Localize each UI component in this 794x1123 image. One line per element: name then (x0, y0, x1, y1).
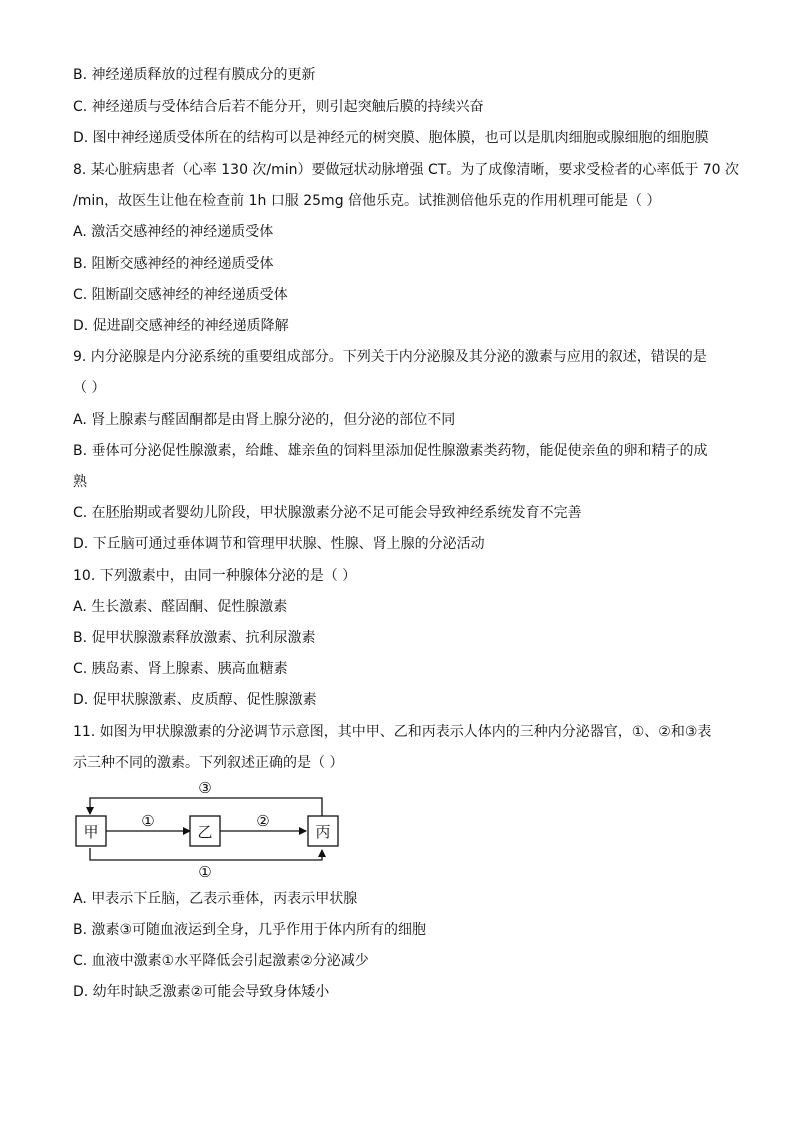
label-hormone-mid-right: ② (256, 812, 270, 830)
q9-option-b-line1: B. 垂体可分泌促性腺激素，给雌、雄亲鱼的饲料里添加促性腺激素类药物，能促使亲鱼的卵和精子的成 (73, 443, 708, 459)
q8-option-c: C. 阻断副交感神经的神经递质受体 (73, 287, 288, 303)
q8-option-d: D. 促进副交感神经的神经递质降解 (73, 318, 289, 334)
q7-option-b: B. 神经递质释放的过程有膜成分的更新 (73, 67, 316, 83)
q9-option-a: A. 肾上腺素与醛固酮都是由肾上腺分泌的，但分泌的部位不同 (73, 412, 456, 428)
q7-option-c: C. 神经递质与受体结合后若不能分开，则引起突触后膜的持续兴奋 (73, 99, 484, 115)
q7-option-d: D. 图中神经递质受体所在的结构可以是神经元的树突膜、胞体膜，也可以是肌肉细胞或腺细胞的细胞膜 (73, 130, 709, 146)
label-hormone-bottom: ① (198, 863, 212, 881)
q11-option-d: D. 幼年时缺乏激素②可能会导致身体矮小 (73, 984, 330, 1000)
q8-stem-line1: 8. 某心脏病患者（心率 130 次/min）要做冠状动脉增强 CT。为了成像清晰，要求受检者的心率低于 70 次 (73, 162, 740, 178)
thyroid-regulation-diagram (72, 776, 342, 882)
q11-option-b: B. 激素③可随血液运到全身，几乎作用于体内所有的细胞 (73, 922, 427, 938)
box-bing-label: 丙 (315, 823, 331, 841)
feedback-line-bottom (90, 848, 322, 860)
q10-option-b: B. 促甲状腺激素释放激素、抗利尿激素 (73, 630, 316, 646)
q10-option-a: A. 生长激素、醛固酮、促性腺激素 (73, 599, 288, 615)
q11-stem-line2: 示三种不同的激素。下列叙述正确的是（ ） (73, 755, 344, 771)
label-hormone-top: ③ (198, 779, 212, 797)
feedback-line-top (90, 798, 322, 816)
q9-stem-line1: 9. 内分泌腺是内分泌系统的重要组成部分。下列关于内分泌腺及其分泌的激素与应用的叙述，错误的是 (73, 349, 707, 365)
box-yi-label: 乙 (197, 823, 213, 841)
q10-stem: 10. 下列激素中，由同一种腺体分泌的是（ ） (73, 568, 357, 584)
q8-option-a: A. 激活交感神经的神经递质受体 (73, 224, 274, 240)
q11-stem-line1: 11. 如图为甲状腺激素的分泌调节示意图，其中甲、乙和丙表示人体内的三种内分泌器官，①、②和③表 (73, 724, 712, 740)
q11-option-a: A. 甲表示下丘脑，乙表示垂体，丙表示甲状腺 (73, 891, 358, 907)
q10-option-d: D. 促甲状腺激素、皮质醇、促性腺激素 (73, 692, 317, 708)
q8-stem-line2: /min，故医生让他在检查前 1h 口服 25mg 倍他乐克。试推测倍他乐克的作用机理可能是（ ） (73, 193, 661, 209)
q10-option-c: C. 胰岛素、肾上腺素、胰高血糖素 (73, 661, 288, 677)
q8-option-b: B. 阻断交感神经的神经递质受体 (73, 256, 274, 272)
label-hormone-mid-left: ① (141, 812, 155, 830)
q11-option-c: C. 血液中激素①水平降低会引起激素②分泌减少 (73, 953, 369, 969)
q9-stem-line2: （ ） (73, 380, 106, 396)
q9-option-c: C. 在胚胎期或者婴幼儿阶段，甲状腺激素分泌不足可能会导致神经系统发育不完善 (73, 505, 582, 521)
box-jia-label: 甲 (83, 823, 99, 841)
q9-option-d: D. 下丘脑可通过垂体调节和管理甲状腺、性腺、肾上腺的分泌活动 (73, 536, 485, 552)
q9-option-b-line2: 熟 (73, 474, 87, 490)
